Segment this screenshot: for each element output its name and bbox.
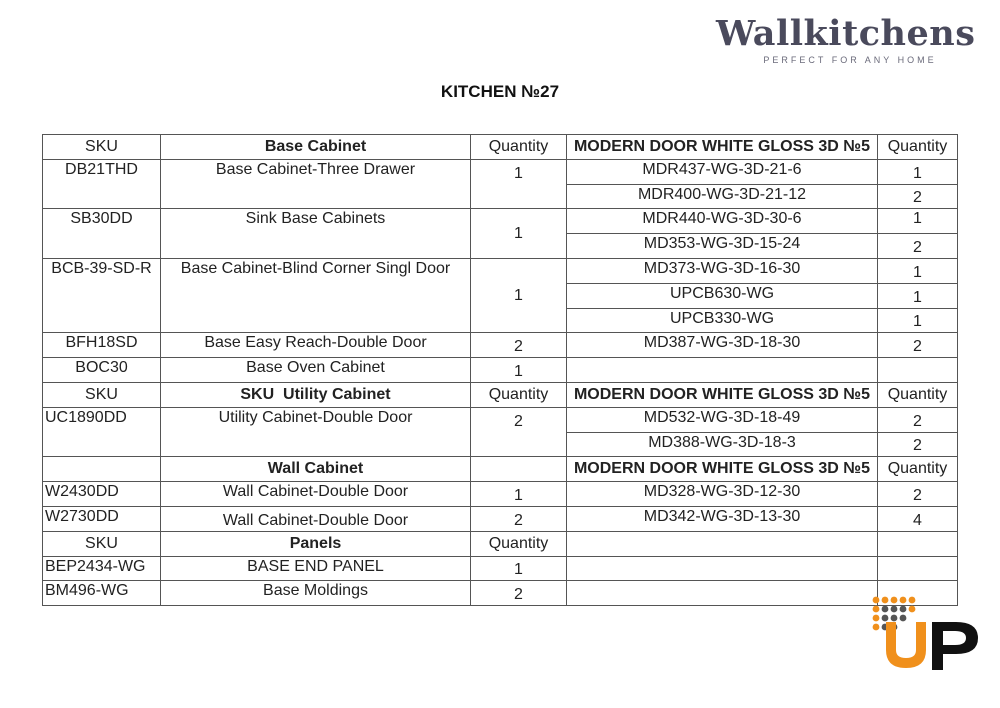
door-quantity-cell: 2 (878, 234, 958, 259)
door-code-cell: MD387-WG-3D-18-30 (567, 333, 878, 358)
door-code-cell: MDR437-WG-3D-21-6 (567, 159, 878, 184)
empty-cell (567, 581, 878, 606)
table-row (43, 135, 958, 160)
name-cell: Utility Cabinet-Double Door (161, 407, 471, 457)
section-header (161, 382, 471, 407)
name-cell: Base Easy Reach-Double Door (161, 333, 471, 358)
quantity-cell: 2 (471, 581, 567, 606)
table-row (43, 382, 958, 407)
door-code-cell: MD328-WG-3D-12-30 (567, 482, 878, 507)
door-quantity-cell: 2 (878, 184, 958, 209)
door-code-cell: MD353-WG-3D-15-24 (567, 234, 878, 259)
door-quantity-cell: 1 (878, 283, 958, 308)
table-row (43, 457, 958, 482)
brand-logo (716, 13, 976, 65)
section-header-prefix: SKU (240, 385, 275, 403)
door-quantity-cell: 1 (878, 258, 958, 283)
quantity-cell: 1 (471, 258, 567, 332)
door-code-cell: MDR440-WG-3D-30-6 (567, 209, 878, 234)
door-quantity-cell: 4 (878, 506, 958, 531)
quantity-cell: 1 (471, 209, 567, 259)
quantity-header: Quantity (471, 531, 567, 556)
door-quantity-cell: 2 (878, 333, 958, 358)
name-cell: BASE END PANEL (161, 556, 471, 581)
quantity-cell: 1 (471, 482, 567, 507)
empty-cell (878, 556, 958, 581)
empty-cell (567, 556, 878, 581)
door-code-cell: MD388-WG-3D-18-3 (567, 432, 878, 457)
sku-cell: BCB-39-SD-R (43, 258, 161, 332)
empty-cell (567, 531, 878, 556)
section-header-label: Utility Cabinet (283, 385, 391, 403)
table-row (43, 506, 958, 531)
brand-tagline: PERFECT FOR ANY HOME (763, 55, 937, 65)
quantity-header: Quantity (471, 382, 567, 407)
door-quantity-cell: 1 (878, 159, 958, 184)
table-row (43, 531, 958, 556)
door-code-cell: MD373-WG-3D-16-30 (567, 258, 878, 283)
name-cell: Base Cabinet-Blind Corner Singl Door (161, 258, 471, 332)
empty-cell (878, 531, 958, 556)
section-header: Wall Cabinet (161, 457, 471, 482)
door-quantity-cell: 2 (878, 432, 958, 457)
door-quantity-cell: 2 (878, 482, 958, 507)
quantity-cell: 2 (471, 333, 567, 358)
door-quantity-cell: 1 (878, 209, 958, 234)
sku-cell: BEP2434-WG (43, 556, 161, 581)
section-header: Panels (161, 531, 471, 556)
name-cell: Base Oven Cabinet (161, 358, 471, 383)
name-cell: Sink Base Cabinets (161, 209, 471, 259)
u-letter-shape (886, 622, 926, 668)
door-quantity-header: Quantity (878, 135, 958, 160)
door-header: MODERN DOOR WHITE GLOSS 3D №5 (567, 457, 878, 482)
door-quantity-header: Quantity (878, 457, 958, 482)
table-row (43, 407, 958, 432)
quantity-cell: 2 (471, 407, 567, 457)
sku-cell: DB21THD (43, 159, 161, 209)
sku-header: SKU (43, 135, 161, 160)
up-watermark-logo (868, 594, 980, 672)
empty-cell (878, 358, 958, 383)
empty-cell (43, 457, 161, 482)
sku-cell: SB30DD (43, 209, 161, 259)
sku-cell: UC1890DD (43, 407, 161, 457)
quantity-cell: 2 (471, 506, 567, 531)
sku-header: SKU (43, 531, 161, 556)
section-header: Base Cabinet (161, 135, 471, 160)
name-cell: Wall Cabinet-Double Door (161, 506, 471, 531)
name-cell: Wall Cabinet-Double Door (161, 482, 471, 507)
door-header: MODERN DOOR WHITE GLOSS 3D №5 (567, 135, 878, 160)
sku-cell: BOC30 (43, 358, 161, 383)
p-letter-shape (932, 622, 978, 670)
door-code-cell: MD342-WG-3D-13-30 (567, 506, 878, 531)
table-row (43, 482, 958, 507)
sku-cell: W2730DD (43, 506, 161, 531)
door-code-cell: MDR400-WG-3D-21-12 (567, 184, 878, 209)
table-row (43, 358, 958, 383)
page-title: KITCHEN №27 (440, 82, 560, 101)
table-row (43, 333, 958, 358)
quantity-header: Quantity (471, 135, 567, 160)
table-row (43, 581, 958, 606)
table-row (43, 258, 958, 283)
door-header: MODERN DOOR WHITE GLOSS 3D №5 (567, 382, 878, 407)
sku-header: SKU (43, 382, 161, 407)
brand-name: Wallkitchens (716, 13, 976, 54)
door-code-cell: UPCB330-WG (567, 308, 878, 333)
empty-cell (471, 457, 567, 482)
sku-cell: BM496-WG (43, 581, 161, 606)
sku-cell: BFH18SD (43, 333, 161, 358)
quantity-cell: 1 (471, 556, 567, 581)
name-cell: Base Moldings (161, 581, 471, 606)
quantity-cell: 1 (471, 358, 567, 383)
door-quantity-cell: 2 (878, 407, 958, 432)
kitchen-spec-table (42, 134, 958, 606)
table-row (43, 159, 958, 184)
sku-cell: W2430DD (43, 482, 161, 507)
table-row (43, 556, 958, 581)
door-code-cell: UPCB630-WG (567, 283, 878, 308)
quantity-cell: 1 (471, 159, 567, 209)
door-quantity-cell: 1 (878, 308, 958, 333)
door-code-cell: MD532-WG-3D-18-49 (567, 407, 878, 432)
name-cell: Base Cabinet-Three Drawer (161, 159, 471, 209)
watermark-letters: UP (868, 594, 870, 595)
empty-cell (567, 358, 878, 383)
door-quantity-header: Quantity (878, 382, 958, 407)
